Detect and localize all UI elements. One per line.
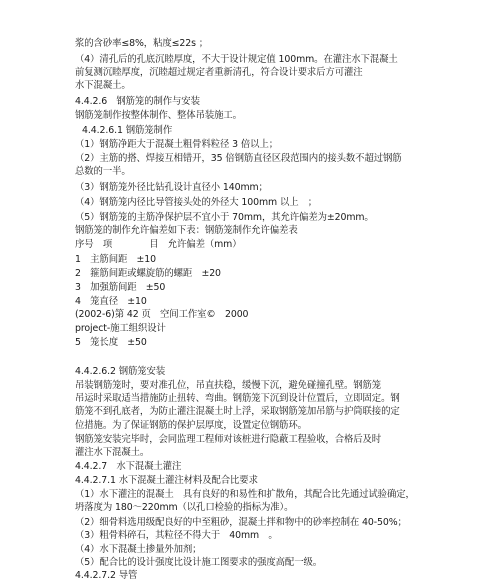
text-line: （2）主筋的搭、焊接互相错开，35 倍钢筋直径区段范围内的接头数不超过钢筋 (75, 153, 402, 164)
text-line: （3）粗骨料碎石，其粒径不得大于 40mm 。 (75, 530, 278, 541)
text-line: 吊装钢筋笼时，要对准孔位，吊直扶稳，缓慢下沉，避免碰撞孔壁。钢筋笼 (75, 380, 382, 391)
subsection-heading: 4.4.2.6.2 钢筋笼安装 (75, 366, 166, 377)
text-line: （2）细骨料选用级配良好的中至粗砂，混凝土拌和物中的砂率控制在 40-50%； (75, 517, 407, 528)
page-header: project-施工组织设计 (75, 323, 166, 334)
text-line: 总数的一半。 (75, 166, 131, 177)
subsection-heading: 4.4.2.6.1 钢筋笼制作 (82, 125, 173, 136)
text-line: 前复测沉睦厚度，沉睦超过规定者重新清孔，符合设计要求后方可灌注 (75, 67, 363, 78)
subsection-heading: 4.4.2.7.1 水下混凝土灌注材料及配合比要求 (75, 475, 258, 486)
page-footer: (2002-6)第 42 页 空间工作室© 2000 (75, 309, 249, 320)
text-line: 吊运时采取适当措施防止扭转、弯曲。钢筋笼下沉到设计位置后，立即固定。钢 (75, 393, 400, 404)
text-line: 灌注水下混凝土。 (75, 447, 150, 458)
section-heading: 4.4.2.7 水下混凝土灌注 (75, 461, 182, 472)
text-line: （1）钢筋净距大于混凝土粗骨料粒径 3 倍以上； (75, 139, 278, 150)
text-line: 钢筋笼安装完毕时，会同监理工程师对该桩进行隐蔽工程验收，合格后及时 (75, 434, 382, 445)
text-line: 浆的含砂率≤8%，粘度≤22s ； (75, 38, 209, 49)
text-line: （4）钢筋笼内径比导管接头处的外径大 100mm 以上 ； (75, 197, 318, 208)
table-row: 1 主筋间距 ±10 (75, 254, 156, 265)
text-line: （4）清孔后的孔底沉睦厚度，不大于设计规定值 100mm。在灌注水下混凝土 (75, 54, 398, 65)
text-line: （4）水下混凝土掺量外加剂； (75, 544, 202, 555)
table-row: 5 笼长度 ±50 (75, 337, 147, 348)
text-line: 水下混凝土。 (75, 80, 131, 91)
text-line: 坍落度为 180～220mm（以孔口检验的指标为准）。 (75, 502, 294, 513)
text-line: （3）钢筋笼外径比钻孔设计直径小 140mm； (75, 182, 268, 193)
table-row: 2 箍筋间距或螺旋筋的螺距 ±20 (75, 268, 221, 279)
text-line: （5）配合比的设计强度比设计施工图要求的强度高配一级。 (75, 557, 323, 568)
table-row: 3 加强筋间距 ±50 (75, 282, 166, 293)
text-line: 位措施。为了保证钢筋的保护层厚度，设置定位钢筋环。 (75, 420, 307, 431)
text-line: 钢筋笼的制作允许偏差如下表：钢筋笼制作允许偏差表 (75, 225, 298, 236)
subsection-heading: 4.4.2.7.2 导管 (75, 570, 138, 581)
text-line: （1）水下灌注的混凝土 具有良好的和易性和扩散角，其配合比先通过试验确定， (75, 489, 415, 500)
text-line: 钢筋笼制作按整体制作、整体吊装施工。 (75, 110, 242, 121)
text-line: （5）钢筋笼的主筋净保护层不宜小于 70mm，其允许偏差为±20mm。 (75, 212, 374, 223)
section-heading: 4.4.2.6 钢筋笼的制作与安装 (75, 96, 200, 107)
table-header: 序号 项 目 允许偏差（mm） (75, 239, 242, 250)
text-line: 筋笼不到孔底者，为防止灌注混凝土时上浮，采取钢筋笼加吊筋与护筒联接的定 (75, 406, 400, 417)
table-row: 4 笼直径 ±10 (75, 296, 147, 307)
